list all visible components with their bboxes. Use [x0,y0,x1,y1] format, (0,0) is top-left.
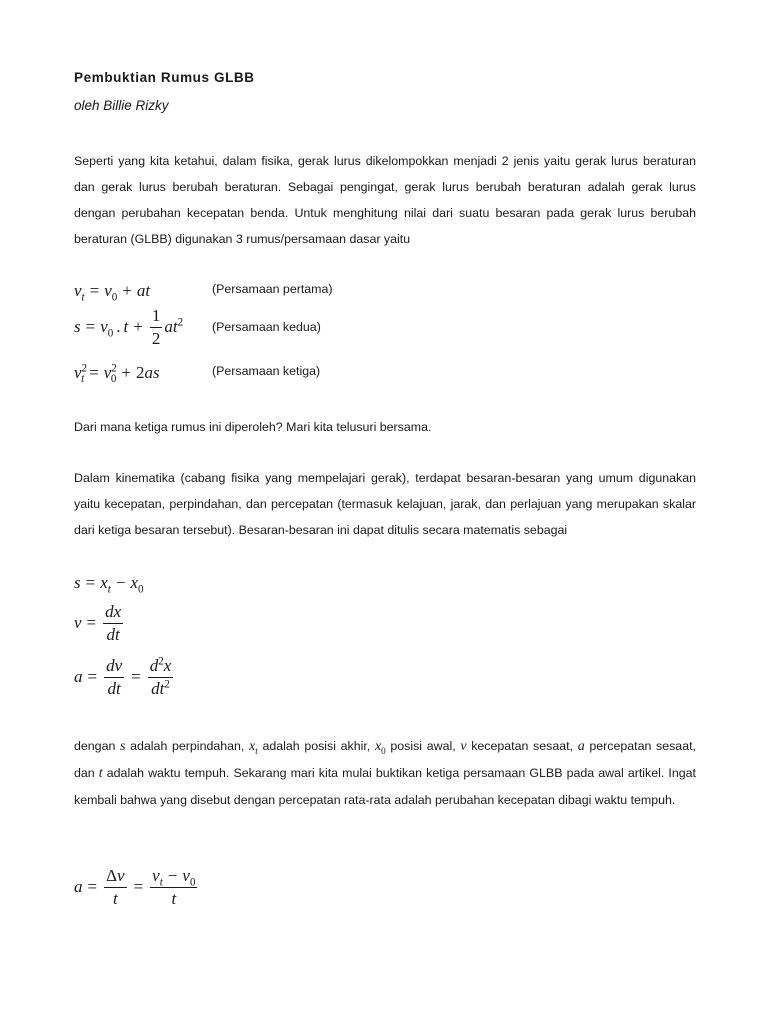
equation-first: $v_t$ = $v_0$ + at [74,281,151,304]
equation-first-label: (Persamaan pertama) [212,282,333,296]
document-author: oleh Billie Rizky [74,98,169,113]
kinematics-paragraph: Dalam kinematika (cabang fisika yang mempelajari gerak), terdapat besaran-besaran yang umum digunakan yaitu kecepatan, perpindahan, dan percepatan (termasuk kelajuan, jarak, dan perlajuan yang merupakan skalar dari ketiga besaran tersebut). Besaran-besaran ini dapat ditulis secara matematis sebagai [74,471,696,537]
equation-acceleration: a = $\frac{dv}{dt}$ = $\frac{d^2x}{dt^2}$ [74,655,172,698]
definitions-paragraph: dengan s adalah perpindahan, $x_t$ adalah posisi akhir, $x_0$ posisi awal, v kecepatan sesaat, a percepatan sesaat, dan t adalah waktu tempuh. Sekarang mari kita mulai buktikan ketiga persamaan GLBB pada awal artikel. Ingat kembali bahwa yang disebut dengan percepatan rata-rata adalah perubahan kecepatan dibagi waktu tempuh. [74,739,696,807]
intro-paragraph: Seperti yang kita ketahui, dalam fisika, gerak lurus dikelompokkan menjadi 2 jenis yaitu gerak lurus beraturan dan gerak lurus berubah beraturan. Sebagai pengingat, gerak lurus berubah beraturan adalah gerak lurus dengan perubahan kecepatan benda. Untuk menghitung nilai dari suatu besaran pada gerak lurus berubah beraturan (GLBB) digunakan 3 rumus/persamaan dasar yaitu [74,154,696,246]
equation-third: $v^2_t$ = $v^2_0$ + 2as [74,362,160,386]
question-paragraph: Dari mana ketiga rumus ini diperoleh? Mari kita telusuri bersama. [74,420,432,434]
equation-second-label: (Persamaan kedua) [212,320,321,334]
document-title: Pembuktian Rumus GLBB [74,70,255,85]
equation-displacement: s = $x_t$ − $x_0$ [74,573,144,596]
equation-third-label: (Persamaan ketiga) [212,364,321,378]
equation-average-acceleration: a = $\frac{\Delta v}{t}$ = $\frac{v_t - v_0}{t}$ [74,865,196,908]
equation-velocity: v = $\frac{dx}{dt}$ [74,601,122,644]
equation-second: s = $v_0$ . t + $\frac{1}{2}$ $at^2$ [74,305,184,348]
